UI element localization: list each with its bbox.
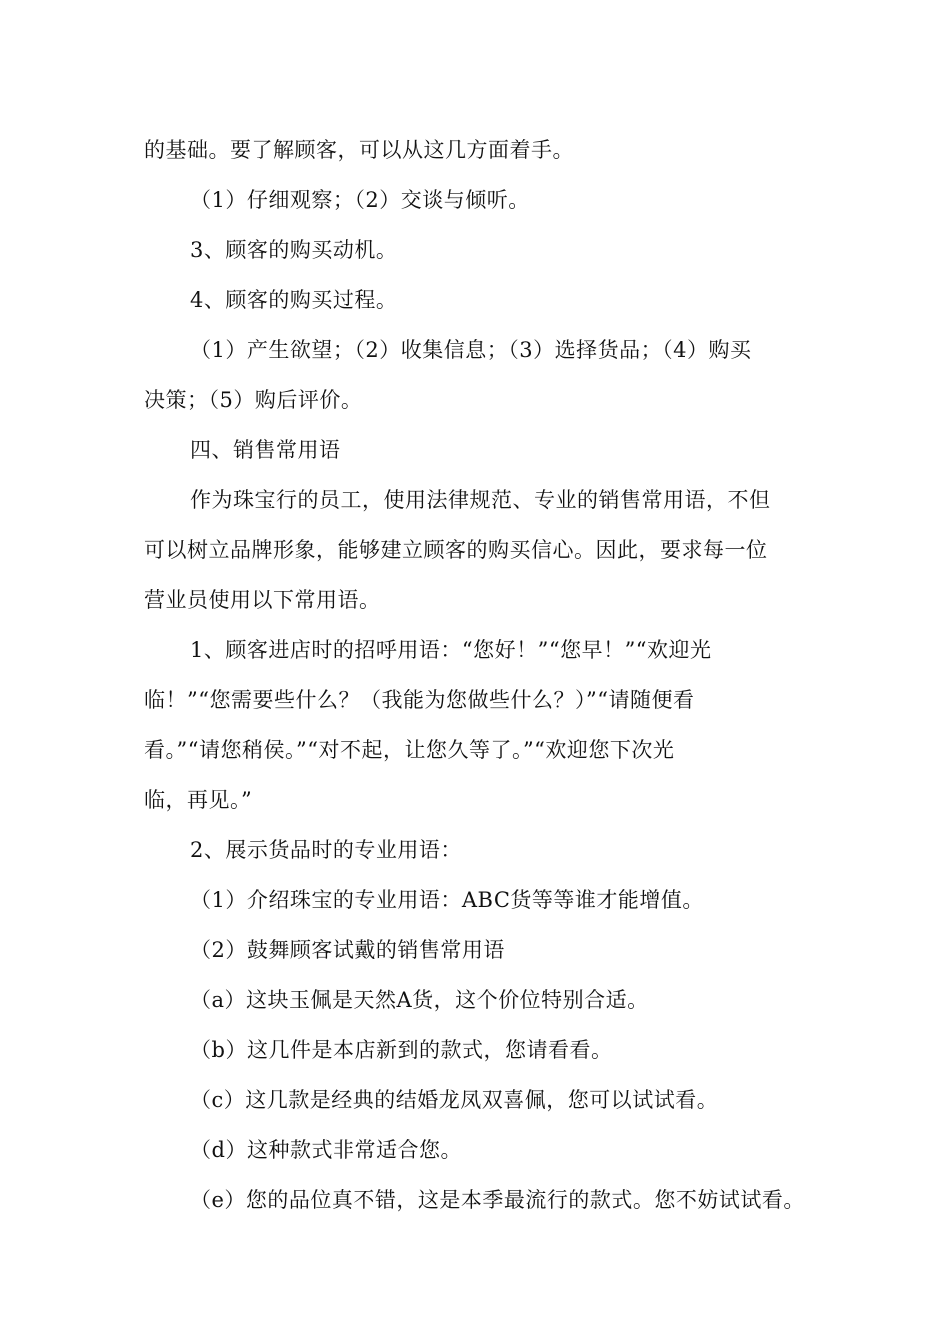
text-line-3: 3、顾客的购买动机。 (190, 238, 398, 262)
text-line-13: 看。”“请您稍侯。”“对不起，让您久等了。”“欢迎您下次光 (144, 738, 675, 762)
section-heading: 四、销售常用语 (190, 438, 341, 462)
text-line-16: （1）介绍珠宝的专业用语：ABC货等等谁才能增值。 (190, 888, 704, 912)
text-line-10: 营业员使用以下常用语。 (144, 588, 381, 612)
text-line-8: 作为珠宝行的员工，使用法律规范、专业的销售常用语，不但 (190, 488, 771, 512)
text-line-12: 临！”“您需要些什么？（我能为您做些什么？）”“请随便看 (144, 688, 695, 712)
text-line-20: （c）这几款是经典的结婚龙凤双喜佩，您可以试试看。 (190, 1088, 719, 1112)
text-line-5: （1）产生欲望；（2）收集信息；（3）选择货品；（4）购买 (190, 338, 752, 362)
text-line-17: （2）鼓舞顾客试戴的销售常用语 (190, 938, 505, 962)
text-line-18: （a）这块玉佩是天然A货，这个价位特别合适。 (190, 988, 649, 1012)
text-line-6: 决策；（5）购后评价。 (144, 388, 363, 412)
text-line-1: 的基础。要了解顾客，可以从这几方面着手。 (144, 138, 574, 162)
text-line-4: 4、顾客的购买过程。 (190, 288, 398, 312)
text-line-14: 临，再见。” (144, 788, 253, 812)
text-line-19: （b）这几件是本店新到的款式，您请看看。 (190, 1038, 613, 1062)
text-line-11: 1、顾客进店时的招呼用语：“您好！”“您早！”“欢迎光 (190, 638, 712, 662)
text-line-15: 2、展示货品时的专业用语： (190, 838, 462, 862)
text-line-22: （e）您的品位真不错，这是本季最流行的款式。您不妨试试看。 (190, 1188, 805, 1212)
text-line-2: （1）仔细观察；（2）交谈与倾听。 (190, 188, 530, 212)
text-line-9: 可以树立品牌形象，能够建立顾客的购买信心。因此，要求每一位 (144, 538, 768, 562)
text-line-21: （d）这种款式非常适合您。 (190, 1138, 462, 1162)
